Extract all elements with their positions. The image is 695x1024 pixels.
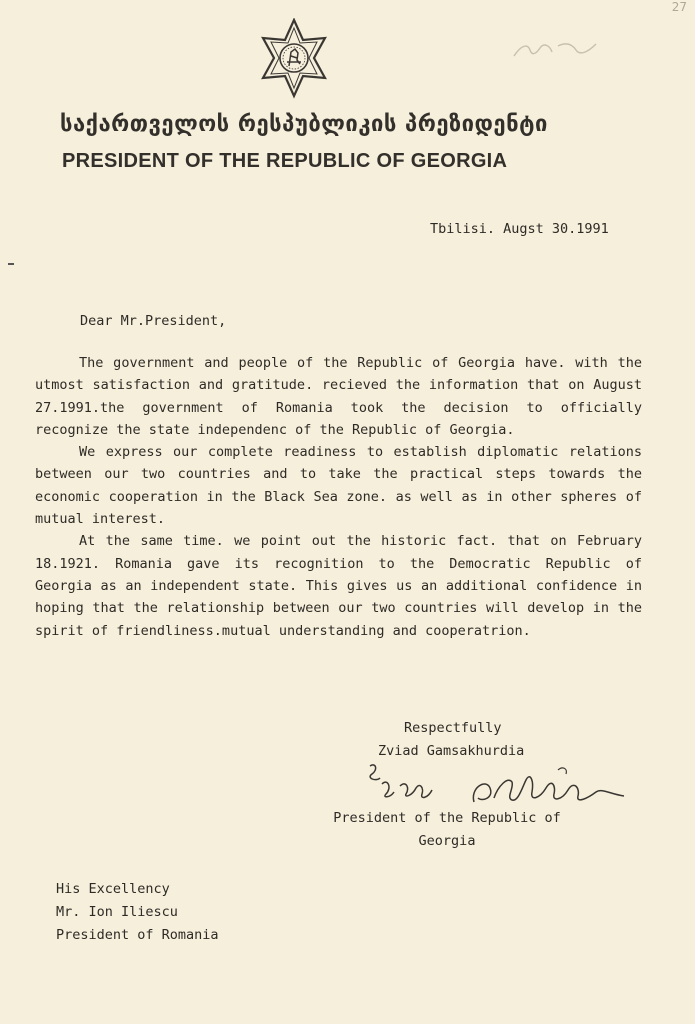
paragraph-1: The government and people of the Republic of Georgia have. with the utmost satisfaction and gratitude. recieved the information that on August 27.1991.the government of Romania took the decision to officially recognize the state independenc of the Republic of Georgia. — [35, 355, 642, 438]
recipient-block — [56, 878, 219, 947]
recipient-line-2: Mr. Ion Iliescu — [56, 904, 178, 920]
signer-title-line-1: President of the Republic of — [333, 810, 561, 826]
closing-block — [378, 717, 524, 763]
margin-mark — [8, 263, 14, 265]
pencil-annotation — [510, 36, 605, 64]
paragraph-2: We express our complete readiness to establish diplomatic relations between our two countries and to take the practical steps towards the economic cooperation in the Black Sea zone. as well as in other spheres of mutual interest. — [35, 444, 642, 528]
dateline: Tbilisi. Augst 30.1991 — [430, 221, 609, 237]
letter-body — [35, 352, 642, 642]
recipient-line-3: President of Romania — [56, 927, 219, 943]
recipient-line-1: His Excellency — [56, 881, 170, 897]
page-number: 27 — [671, 0, 687, 14]
signer-title — [330, 807, 564, 853]
paragraph-3: At the same time. we point out the historic fact. that on February 18.1921. Romania gave its recognition to the Democratic Republic of Georgia as an independent state. This gives us an additional confidence in hoping that the relationship between our two countries will develop in the spirit of friendliness.mutual understanding and cooperatrion. — [35, 533, 642, 639]
state-emblem-icon — [253, 18, 335, 100]
valediction: Respectfully — [404, 720, 502, 736]
salutation: Dear Mr.President, — [80, 313, 227, 329]
signer-name: Zviad Gamsakhurdia — [378, 743, 525, 759]
letterhead-title-english: PRESIDENT OF THE REPUBLIC OF GEORGIA — [62, 150, 508, 172]
letterhead-title-georgian: საქართველოს რესპუბლიკის პრეზიდენტი — [60, 112, 548, 137]
signer-title-line-2: Georgia — [418, 833, 476, 849]
